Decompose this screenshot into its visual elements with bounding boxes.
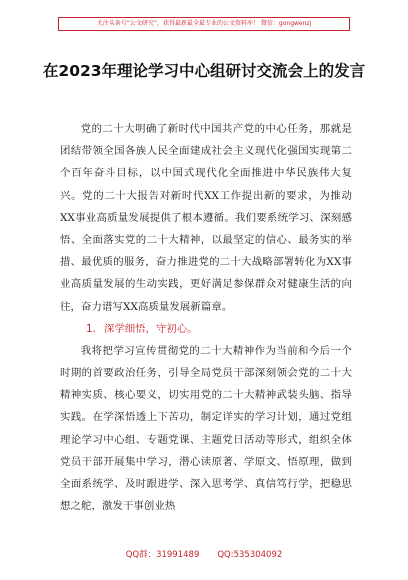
intro-paragraph: 党的二十大明确了新时代中国共产党的中心任务，那就是团结带领全国各族人民全面建成社会主义现代化强国实现第二个百年奋斗目标，以中国式现代化全面推进中华民族伟大复兴。党的二十大报告对新时代XX工作提出新的要求，为推动XX事业高质量发展提供了根本遵循。我们要系统学习、深刻感悟、全面落实党的二十大精神，以最坚定的信心、最务实的举措、最优质的服务，奋力推进党的二十大战略部署转化为XX事业高质量发展的生动实践，更好满足参保群众对健康生活的向往，奋力谱写XX高质量发展新篇章。 bbox=[60, 123, 352, 313]
section-paragraph: 我将把学习宣传贯彻党的二十大精神作为当前和今后一个时期的首要政治任务，引导全局党员干部深刻领会党的二十大精神实质、核心要义，切实用党的二十大精神武装头脑、指导实践。在学深悟透上下苦功，制定详实的学习计划，通过党组理论学习中心组、专题党课、主题党日活动等形式，组织全体党员干部开展集中学习，潜心读原著、学原文、悟原理，做到全面系统学、及时跟进学、深入思考学、真信笃行学，把稳思想之舵，激发干事创业热 bbox=[60, 344, 352, 513]
footer-contact bbox=[0, 548, 408, 560]
promo-banner-text: 关注头条号“公文研究”，获得最新最全最专业的公文资料库！ 微信：gongwenzj bbox=[96, 20, 312, 27]
section-title: 深学细悟，守初心。 bbox=[104, 322, 198, 335]
document-body bbox=[60, 118, 352, 517]
section-number: 1. bbox=[86, 322, 96, 335]
section-heading bbox=[60, 318, 352, 340]
promo-banner bbox=[58, 17, 350, 31]
footer-qq: QQ:535304092 bbox=[217, 550, 283, 560]
document-title: 在2023年理论学习中心组研讨交流会上的发言 bbox=[42, 62, 366, 80]
footer-qq-group: QQ群：31991489 bbox=[125, 550, 200, 560]
